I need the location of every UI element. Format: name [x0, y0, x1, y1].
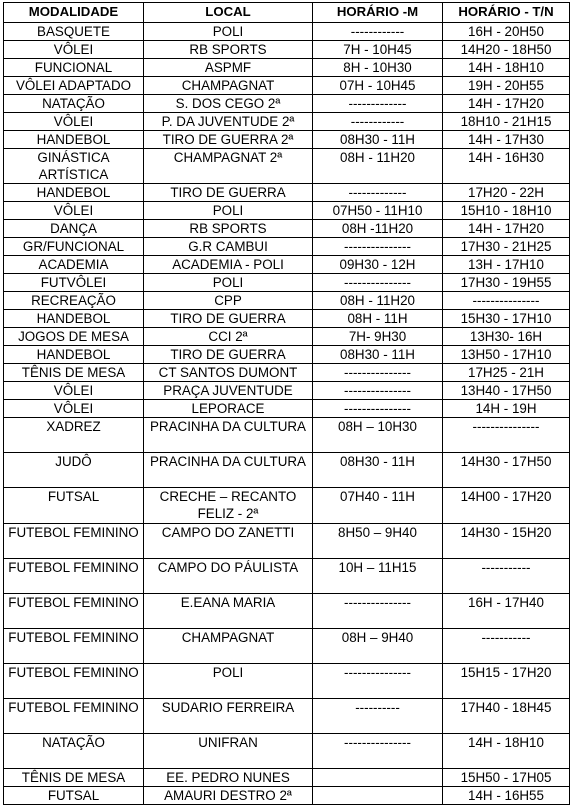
cell-modalidade: FUTEBOL FEMININO [4, 524, 144, 559]
cell-modalidade: VÔLEI [4, 400, 144, 418]
cell-local: P. DA JUVENTUDE 2ª [144, 113, 313, 131]
cell-modalidade: FUNCIONAL [4, 59, 144, 77]
cell-modalidade: VÔLEI [4, 382, 144, 400]
cell-local: LEPORACE [144, 400, 313, 418]
cell-local: TIRO DE GUERRA [144, 310, 313, 328]
cell-modalidade: TÊNIS DE MESA [4, 769, 144, 787]
cell-horario-tarde-noite: 14H - 19H [443, 400, 570, 418]
table-row [4, 629, 570, 664]
cell-horario-manha: 08H - 11H20 [313, 292, 443, 310]
cell-horario-tarde-noite: 14H30 - 15H20 [443, 524, 570, 559]
cell-modalidade: HANDEBOL [4, 184, 144, 202]
cell-horario-tarde-noite: --------------- [443, 418, 570, 453]
cell-horario-tarde-noite: --------------- [443, 292, 570, 310]
cell-local: CHAMPAGNAT [144, 77, 313, 95]
cell-horario-manha: ------------- [313, 95, 443, 113]
table-header [4, 3, 570, 23]
cell-horario-tarde-noite: ----------- [443, 629, 570, 664]
cell-horario-tarde-noite: 14H - 17H20 [443, 95, 570, 113]
cell-horario-tarde-noite: 15H50 - 17H05 [443, 769, 570, 787]
table-row [4, 95, 570, 113]
header-modalidade: MODALIDADE [4, 3, 144, 23]
cell-horario-manha: 8H - 10H30 [313, 59, 443, 77]
table-row [4, 346, 570, 364]
table-row [4, 310, 570, 328]
table-row [4, 453, 570, 488]
cell-local: RB SPORTS [144, 220, 313, 238]
cell-local: S. DOS CEGO 2ª [144, 95, 313, 113]
cell-local: PRAÇA JUVENTUDE [144, 382, 313, 400]
cell-local: CHAMPAGNAT 2ª [144, 149, 313, 184]
table-row [4, 256, 570, 274]
table-row [4, 41, 570, 59]
cell-local: EE. PEDRO NUNES [144, 769, 313, 787]
cell-horario-tarde-noite: 14H20 - 18H50 [443, 41, 570, 59]
table-row [4, 131, 570, 149]
cell-horario-manha: 08H - 11H20 [313, 149, 443, 184]
table-row [4, 364, 570, 382]
cell-local: G.R CAMBUI [144, 238, 313, 256]
table-row [4, 328, 570, 346]
table-row [4, 400, 570, 418]
cell-horario-tarde-noite: 15H10 - 18H10 [443, 202, 570, 220]
cell-modalidade: VÔLEI [4, 41, 144, 59]
cell-local: ASPMF [144, 59, 313, 77]
cell-horario-manha: --------------- [313, 400, 443, 418]
cell-horario-manha: 07H40 - 11H [313, 488, 443, 524]
cell-modalidade: DANÇA [4, 220, 144, 238]
cell-local: POLI [144, 23, 313, 41]
table-row [4, 202, 570, 220]
cell-modalidade: FUTVÔLEI [4, 274, 144, 292]
cell-modalidade: TÊNIS DE MESA [4, 364, 144, 382]
cell-modalidade: FUTSAL [4, 488, 144, 524]
cell-horario-manha: 08H -11H20 [313, 220, 443, 238]
table-row [4, 418, 570, 453]
cell-horario-tarde-noite: 15H15 - 17H20 [443, 664, 570, 699]
cell-horario-manha: --------------- [313, 734, 443, 769]
cell-modalidade: HANDEBOL [4, 310, 144, 328]
cell-modalidade: BASQUETE [4, 23, 144, 41]
table-row [4, 559, 570, 594]
cell-horario-manha: 8H50 – 9H40 [313, 524, 443, 559]
cell-horario-manha: ------------- [313, 184, 443, 202]
cell-horario-manha: ------------ [313, 23, 443, 41]
cell-horario-tarde-noite: 14H - 17H30 [443, 131, 570, 149]
cell-horario-tarde-noite: 13H30- 16H [443, 328, 570, 346]
table-row [4, 238, 570, 256]
schedule-table [3, 2, 570, 805]
table-body [4, 23, 570, 805]
table-row [4, 664, 570, 699]
cell-horario-manha: 07H - 10H45 [313, 77, 443, 95]
cell-horario-tarde-noite: 14H30 - 17H50 [443, 453, 570, 488]
cell-horario-tarde-noite: 13H40 - 17H50 [443, 382, 570, 400]
table-row [4, 769, 570, 787]
cell-horario-manha: --------------- [313, 664, 443, 699]
cell-modalidade: VÔLEI ADAPTADO [4, 77, 144, 95]
cell-local: CHAMPAGNAT [144, 629, 313, 664]
cell-horario-tarde-noite: 14H - 17H20 [443, 220, 570, 238]
cell-horario-tarde-noite: 19H - 20H55 [443, 77, 570, 95]
cell-modalidade: ACADEMIA [4, 256, 144, 274]
header-local: LOCAL [144, 3, 313, 23]
cell-horario-manha: --------------- [313, 382, 443, 400]
cell-local: TIRO DE GUERRA [144, 346, 313, 364]
table-row [4, 23, 570, 41]
cell-horario-manha: 08H - 11H [313, 310, 443, 328]
cell-horario-tarde-noite: 18H10 - 21H15 [443, 113, 570, 131]
table-row [4, 524, 570, 559]
cell-horario-tarde-noite: 17H40 - 18H45 [443, 699, 570, 734]
cell-local: PRACINHA DA CULTURA [144, 453, 313, 488]
cell-horario-manha: --------------- [313, 238, 443, 256]
cell-modalidade: NATAÇÃO [4, 95, 144, 113]
cell-modalidade: JUDÔ [4, 453, 144, 488]
cell-horario-manha: 07H50 - 11H10 [313, 202, 443, 220]
cell-local: E.EANA MARIA [144, 594, 313, 629]
header-row [4, 3, 570, 23]
cell-horario-tarde-noite: 15H30 - 17H10 [443, 310, 570, 328]
cell-modalidade: RECREAÇÃO [4, 292, 144, 310]
cell-modalidade: FUTEBOL FEMININO [4, 664, 144, 699]
cell-horario-manha: --------------- [313, 274, 443, 292]
table-row [4, 274, 570, 292]
table-row [4, 59, 570, 77]
cell-modalidade: NATAÇÃO [4, 734, 144, 769]
cell-local: RB SPORTS [144, 41, 313, 59]
cell-modalidade: FUTEBOL FEMININO [4, 699, 144, 734]
cell-modalidade: FUTSAL [4, 787, 144, 805]
cell-horario-tarde-noite: 17H25 - 21H [443, 364, 570, 382]
cell-horario-manha: 10H – 11H15 [313, 559, 443, 594]
cell-modalidade: HANDEBOL [4, 131, 144, 149]
table-row [4, 184, 570, 202]
cell-modalidade: VÔLEI [4, 113, 144, 131]
cell-local: UNIFRAN [144, 734, 313, 769]
cell-local: AMAURI DESTRO 2ª [144, 787, 313, 805]
cell-local: SUDARIO FERREIRA [144, 699, 313, 734]
cell-horario-manha: --------------- [313, 594, 443, 629]
table-row [4, 220, 570, 238]
header-horario-tarde-noite: HORÁRIO - T/N [443, 3, 570, 23]
cell-horario-tarde-noite: 14H - 16H55 [443, 787, 570, 805]
cell-modalidade: HANDEBOL [4, 346, 144, 364]
cell-horario-manha: 7H - 10H45 [313, 41, 443, 59]
table-row [4, 382, 570, 400]
cell-modalidade: VÔLEI [4, 202, 144, 220]
cell-local: TIRO DE GUERRA 2ª [144, 131, 313, 149]
cell-modalidade: FUTEBOL FEMININO [4, 559, 144, 594]
cell-modalidade: GINÁSTICA ARTÍSTICA [4, 149, 144, 184]
cell-local: CPP [144, 292, 313, 310]
cell-local: CAMPO DO ZANETTI [144, 524, 313, 559]
cell-horario-tarde-noite: 13H50 - 17H10 [443, 346, 570, 364]
cell-horario-tarde-noite: 14H00 - 17H20 [443, 488, 570, 524]
cell-horario-tarde-noite: 16H - 17H40 [443, 594, 570, 629]
cell-local: CAMPO DO PÁULISTA [144, 559, 313, 594]
cell-local: CT SANTOS DUMONT [144, 364, 313, 382]
cell-local: POLI [144, 274, 313, 292]
table-row [4, 292, 570, 310]
cell-horario-tarde-noite: 14H - 18H10 [443, 734, 570, 769]
cell-horario-manha [313, 787, 443, 805]
cell-horario-manha: 08H30 - 11H [313, 131, 443, 149]
cell-horario-manha [313, 769, 443, 787]
cell-horario-manha: ---------- [313, 699, 443, 734]
cell-local: PRACINHA DA CULTURA [144, 418, 313, 453]
table-row [4, 488, 570, 524]
table-row [4, 699, 570, 734]
header-horario-manha: HORÁRIO -M [313, 3, 443, 23]
cell-horario-tarde-noite: ----------- [443, 559, 570, 594]
cell-local: POLI [144, 202, 313, 220]
cell-modalidade: GR/FUNCIONAL [4, 238, 144, 256]
cell-horario-manha: 09H30 - 12H [313, 256, 443, 274]
cell-horario-manha: --------------- [313, 364, 443, 382]
cell-horario-manha: 08H – 10H30 [313, 418, 443, 453]
cell-local: ACADEMIA - POLI [144, 256, 313, 274]
cell-horario-tarde-noite: 14H - 18H10 [443, 59, 570, 77]
table-row [4, 77, 570, 95]
cell-horario-manha: 08H30 - 11H [313, 453, 443, 488]
cell-horario-manha: 08H30 - 11H [313, 346, 443, 364]
table-row [4, 734, 570, 769]
table-row [4, 787, 570, 805]
cell-modalidade: FUTEBOL FEMININO [4, 594, 144, 629]
cell-horario-manha: ------------ [313, 113, 443, 131]
cell-modalidade: XADREZ [4, 418, 144, 453]
cell-horario-tarde-noite: 13H - 17H10 [443, 256, 570, 274]
cell-modalidade: FUTEBOL FEMININO [4, 629, 144, 664]
cell-local: TIRO DE GUERRA [144, 184, 313, 202]
cell-horario-manha: 08H – 9H40 [313, 629, 443, 664]
cell-horario-tarde-noite: 16H - 20H50 [443, 23, 570, 41]
table-row [4, 113, 570, 131]
cell-modalidade: JOGOS DE MESA [4, 328, 144, 346]
cell-local: CRECHE – RECANTO FELIZ - 2ª [144, 488, 313, 524]
cell-local: POLI [144, 664, 313, 699]
table-row [4, 594, 570, 629]
cell-horario-tarde-noite: 17H20 - 22H [443, 184, 570, 202]
cell-horario-tarde-noite: 17H30 - 19H55 [443, 274, 570, 292]
cell-horario-tarde-noite: 14H - 16H30 [443, 149, 570, 184]
cell-horario-tarde-noite: 17H30 - 21H25 [443, 238, 570, 256]
table-row [4, 149, 570, 184]
cell-local: CCI 2ª [144, 328, 313, 346]
cell-horario-manha: 7H- 9H30 [313, 328, 443, 346]
